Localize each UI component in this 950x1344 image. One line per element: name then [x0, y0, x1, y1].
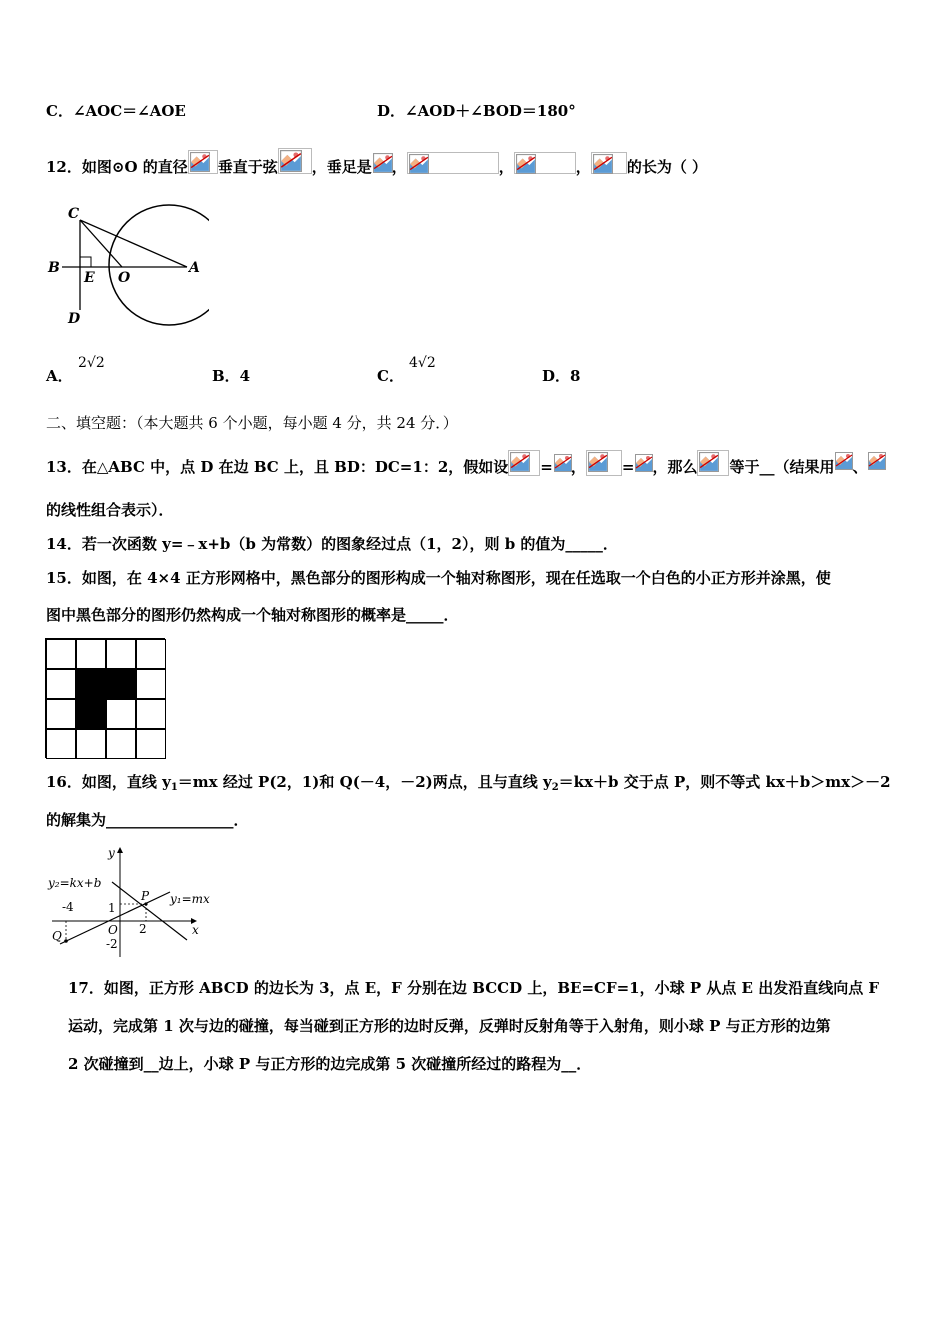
- q13-comma: ，: [570, 458, 586, 476]
- label-y: y: [108, 846, 115, 860]
- broken-image-icon: [591, 152, 627, 174]
- q13-sep: 、: [852, 458, 868, 476]
- grid-cell-white: [76, 729, 106, 759]
- label-x: x: [192, 923, 199, 937]
- broken-image-icon: [188, 150, 218, 174]
- q13-mid: ，那么: [652, 458, 698, 476]
- broken-image-icon: [867, 450, 885, 476]
- grid-cell-black: [76, 669, 106, 699]
- q12-text-4: ，: [498, 158, 514, 176]
- q14-stem: 14．若一次函数 y=﹣x+b（b 为常数）的图象经过点（1，2），则 b 的值为_____．: [46, 535, 618, 553]
- q13-stem: [46, 450, 885, 477]
- q11-option-c: C．∠AOC＝∠AOE: [46, 102, 186, 120]
- q12-text-6: 的长为（ ）: [626, 158, 708, 176]
- label-p: P: [141, 889, 150, 903]
- grid-cell-white: [46, 729, 76, 759]
- q16-text-c: ＝kx＋b 交于点 P，则不等式 kx＋b＞mx＞－2: [558, 773, 891, 791]
- q17-line-1: 17．如图，正方形 ABCD 的边长为 3，点 E，F 分别在边 BCCD 上，BE=CF=1，小球 P 从点 E 出发沿直线向点 F: [68, 979, 880, 997]
- grid-cell-white: [136, 729, 166, 759]
- q12-option-a-value: 2√2: [78, 355, 105, 371]
- grid-cell-black: [76, 699, 106, 729]
- grid-cell-white: [136, 699, 166, 729]
- broken-image-icon: [278, 148, 312, 174]
- label-y2: y₂=kx+b: [48, 876, 102, 890]
- grid-cell-white: [106, 639, 136, 669]
- q13-eq-1: =: [540, 458, 553, 476]
- q13-tail: 等于__（结果用: [729, 458, 835, 476]
- q13-line-2: 的线性组合表示）．: [46, 501, 174, 519]
- segment-ca: [80, 220, 187, 267]
- broken-image-icon: [407, 152, 499, 174]
- section-2-heading: 二、填空题：（本大题共 6 个小题，每小题 4 分，共 24 分．）: [46, 414, 458, 432]
- grid-cell-white: [136, 639, 166, 669]
- label-q: Q: [52, 929, 62, 943]
- label-d: D: [68, 311, 81, 327]
- broken-image-icon: [697, 450, 729, 476]
- q17-line-3: 2 次碰撞到__边上，小球 P 与正方形的边完成第 5 次碰撞所经过的路程为__．: [68, 1055, 592, 1073]
- q12-circle-figure: [44, 202, 209, 332]
- q12-option-c-value: 4√2: [409, 355, 436, 371]
- q12-option-d: D．8: [542, 367, 581, 385]
- q16-text-a: 16．如图，直线 y: [46, 773, 171, 791]
- q16-sub-2: 2: [551, 782, 559, 793]
- label-e: E: [84, 270, 95, 286]
- tick-2: 2: [139, 922, 147, 936]
- label-b: B: [48, 260, 60, 276]
- q12-stem: [46, 148, 707, 177]
- q16-sub-1: 1: [170, 782, 178, 793]
- label-o: O: [118, 270, 131, 286]
- grid-cell-white: [106, 699, 136, 729]
- tick-1: 1: [108, 901, 116, 915]
- q12-text-3: ，: [391, 158, 407, 176]
- q15-line-2: 图中黑色部分的图形仍然构成一个轴对称图形的概率是_____．: [46, 606, 459, 624]
- q12-text-2: ，垂足是: [311, 158, 372, 176]
- broken-image-icon: [634, 452, 652, 474]
- grid-cell-black: [106, 669, 136, 699]
- grid-cell-white: [136, 669, 166, 699]
- q12-option-c-label: C．: [377, 367, 404, 385]
- grid-cell-white: [46, 699, 76, 729]
- q17-line-2: 运动，完成第 1 次与边的碰撞，每当碰到正方形的边时反弹，反弹时反射角等于入射角，则小球 P 与正方形的边第: [68, 1017, 831, 1035]
- grid-cell-white: [46, 669, 76, 699]
- q16-graph-figure: [46, 842, 221, 962]
- q16-text-b: ＝mx 经过 P(2，1)和 Q(－4，－2)两点，且与直线 y: [177, 773, 552, 791]
- q12-text-5: ，: [575, 158, 591, 176]
- q11-option-d: D．∠AOD＋∠BOD＝180°: [377, 102, 576, 120]
- q13-eq-2: =: [621, 458, 635, 476]
- broken-image-icon: [514, 152, 576, 174]
- segment-co: [80, 220, 122, 267]
- grid-cell-white: [46, 639, 76, 669]
- label-y1: y₁=mx: [170, 892, 210, 906]
- q15-grid-figure: [45, 638, 165, 758]
- label-c: C: [68, 206, 80, 222]
- broken-image-icon: [508, 450, 540, 476]
- q12-option-a-label: A．: [46, 367, 73, 385]
- broken-image-icon: [586, 450, 622, 476]
- q13-prefix: 13．在△ABC 中，点 D 在边 BC 上，且 BD：DC=1：2，假如设: [46, 458, 509, 476]
- label-o: O: [108, 923, 118, 937]
- right-angle-mark: [80, 257, 91, 267]
- q12-prefix: 12．如图⊙O 的直径: [46, 158, 188, 176]
- broken-image-icon: [372, 152, 392, 174]
- line-y2: [112, 882, 187, 940]
- broken-image-icon: [834, 450, 852, 476]
- broken-image-icon: [553, 452, 571, 474]
- tick-neg2: -2: [106, 937, 118, 951]
- q16-line-1: [46, 772, 891, 798]
- q15-line-1: 15．如图，在 4×4 正方形网格中，黑色部分的图形构成一个轴对称图形，现在任选取一个白色的小正方形并涂黑，使: [46, 569, 831, 587]
- tick-neg4: -4: [62, 900, 74, 914]
- q16-line-2: 的解集为_________________．: [46, 811, 249, 829]
- grid-cell-white: [76, 639, 106, 669]
- q12-text-1: 垂直于弦: [217, 158, 278, 176]
- q12-option-b: B．4: [212, 367, 251, 385]
- label-a: A: [189, 260, 200, 276]
- grid-cell-white: [106, 729, 136, 759]
